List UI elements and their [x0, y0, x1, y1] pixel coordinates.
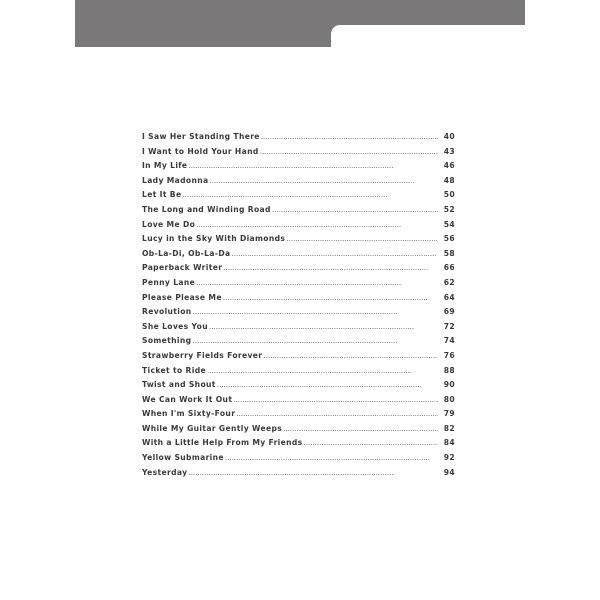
toc-dot-leader — [217, 380, 438, 389]
toc-entry — [142, 220, 455, 235]
toc-entry-title: Yellow Submarine — [142, 453, 224, 463]
toc-entry-page: 43 — [443, 146, 455, 156]
toc-entry-title: Yesterday — [142, 467, 188, 477]
toc-entry-title: Lady Madonna — [142, 175, 209, 185]
toc-entry-page: 48 — [443, 175, 455, 185]
toc-dot-leader — [233, 395, 438, 404]
toc-dot-leader — [188, 161, 438, 170]
toc-entry-title: Ob-La-Di, Ob-La-Da — [142, 248, 231, 258]
toc-entry-page: 56 — [443, 234, 455, 244]
toc-entry-title: The Long and Winding Road — [142, 204, 271, 214]
toc-dot-leader — [196, 220, 438, 229]
toc-entry — [142, 176, 455, 191]
toc-entry-page: 50 — [443, 190, 455, 200]
toc-entry — [142, 468, 455, 483]
toc-entry — [142, 234, 455, 249]
toc-entry-title: In My Life — [142, 161, 188, 171]
toc-entry-title: She Loves You — [142, 321, 208, 331]
toc-entry — [142, 453, 455, 468]
toc-entry-page: 64 — [443, 292, 455, 302]
toc-entry — [142, 293, 455, 308]
toc-entry-title: Love Me Do — [142, 219, 196, 229]
toc-entry — [142, 190, 455, 205]
toc-entry-title: Please Please Me — [142, 292, 222, 302]
toc-entry — [142, 161, 455, 176]
toc-entry-page: 54 — [443, 219, 455, 229]
toc-dot-leader — [207, 366, 438, 375]
toc-entry-page: 90 — [443, 380, 455, 390]
toc-dot-leader — [223, 293, 438, 302]
toc-entry — [142, 322, 455, 337]
toc-entry-title: I Want to Hold Your Hand — [142, 146, 259, 156]
toc-entry-title: Ticket to Ride — [142, 365, 206, 375]
toc-entry-page: 82 — [443, 423, 455, 433]
toc-entry — [142, 351, 455, 366]
toc-dot-leader — [223, 263, 438, 272]
toc-entry — [142, 395, 455, 410]
toc-entry — [142, 424, 455, 439]
toc-entry — [142, 409, 455, 424]
toc-dot-leader — [286, 234, 438, 243]
toc-entry-page: 40 — [443, 132, 455, 141]
toc-entry-title: Let It Be — [142, 190, 182, 200]
toc-entry-page: 80 — [443, 394, 455, 404]
table-of-contents — [142, 132, 455, 482]
toc-dot-leader — [209, 176, 438, 185]
toc-dot-leader — [192, 336, 438, 345]
toc-entry — [142, 336, 455, 351]
toc-entry — [142, 307, 455, 322]
toc-entry-page: 84 — [443, 438, 455, 448]
toc-entry-title: While My Guitar Gently Weeps — [142, 423, 283, 433]
toc-dot-leader — [263, 351, 438, 360]
toc-entry-title: Paperback Writer — [142, 263, 223, 273]
toc-entry — [142, 380, 455, 395]
toc-entry-title: Lucy in the Sky With Diamonds — [142, 234, 286, 244]
toc-entry-title: Twist and Shout — [142, 380, 216, 390]
toc-entry-page: 92 — [443, 453, 455, 463]
toc-entry-title: With a Little Help From My Friends — [142, 438, 303, 448]
toc-dot-leader — [231, 249, 438, 258]
toc-entry — [142, 249, 455, 264]
toc-dot-leader — [193, 307, 438, 316]
toc-dot-leader — [260, 147, 438, 156]
toc-dot-leader — [236, 409, 438, 418]
toc-entry-page: 94 — [443, 467, 455, 477]
toc-entry — [142, 205, 455, 220]
toc-entry-page: 46 — [443, 161, 455, 171]
toc-entry — [142, 366, 455, 381]
toc-dot-leader — [225, 453, 438, 462]
toc-entry-page: 52 — [443, 204, 455, 214]
toc-entry — [142, 263, 455, 278]
toc-entry-title: Revolution — [142, 307, 192, 317]
toc-entry-page: 58 — [443, 248, 455, 258]
toc-entry-page: 69 — [443, 307, 455, 317]
toc-dot-leader — [304, 438, 438, 447]
toc-dot-leader — [182, 190, 438, 199]
toc-entry-page: 72 — [443, 321, 455, 331]
toc-entry-title: I Saw Her Standing There — [142, 132, 260, 141]
toc-dot-leader — [272, 205, 438, 214]
toc-entry-title: When I'm Sixty-Four — [142, 409, 236, 419]
toc-entry-page: 88 — [443, 365, 455, 375]
toc-dot-leader — [209, 322, 438, 331]
toc-entry-page: 62 — [443, 277, 455, 287]
toc-dot-leader — [196, 278, 438, 287]
toc-dot-leader — [261, 132, 438, 141]
toc-entry — [142, 278, 455, 293]
toc-entry-page: 66 — [443, 263, 455, 273]
toc-entry-title: Strawberry Fields Forever — [142, 350, 263, 360]
toc-entry — [142, 132, 455, 147]
toc-entry-page: 74 — [443, 336, 455, 346]
toc-entry — [142, 147, 455, 162]
toc-entry-title: Something — [142, 336, 192, 346]
toc-dot-leader — [283, 424, 438, 433]
toc-entry-page: 76 — [443, 350, 455, 360]
toc-entry-title: Penny Lane — [142, 277, 196, 287]
toc-entry-title: We Can Work It Out — [142, 394, 233, 404]
toc-dot-leader — [188, 468, 438, 477]
header-tab-cutout — [331, 25, 525, 47]
toc-entry — [142, 438, 455, 453]
toc-entry-page: 79 — [443, 409, 455, 419]
